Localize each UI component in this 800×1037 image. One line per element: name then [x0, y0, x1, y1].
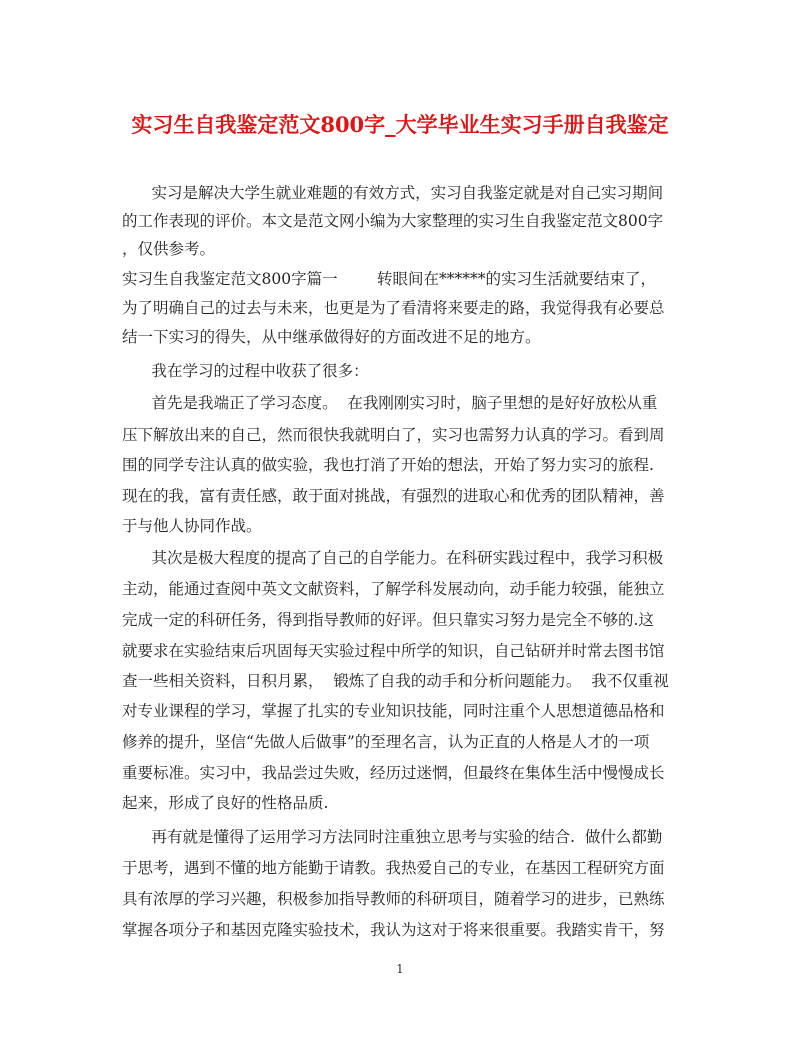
body-text-line: 主动，能通过查阅中英文文献资料，了解学科发展动向，动手能力较强，能独立 [122, 580, 665, 598]
body-text-line: 其次是极大程度的提高了自己的自学能力。在科研实践过程中，我学习积极 [122, 549, 664, 567]
body-text-line: 实习生自我鉴定范文800字篇一 转眼间在******的实习生活就要结束了， [122, 270, 657, 288]
body-text-line: 掌握各项分子和基因克隆实验技术，我认为这对于将来很重要。我踏实肯干，努 [122, 921, 665, 939]
body-text-line: 压下解放出来的自己，然而很快我就明白了，实习也需努力认真的学习。看到周 [122, 426, 665, 444]
body-text-line: 结一下实习的得失，从中继承做得好的方面改进不足的地方。 [122, 328, 541, 346]
page-number: 1 [396, 962, 404, 976]
body-text-line: 于与他人协同作战。 [122, 517, 262, 535]
body-text-line: 的工作表现的评价。本文是范文网小编为大家整理的实习生自我鉴定范文800字 [122, 212, 664, 230]
body-text-line: 完成一定的科研任务，得到指导教师的好评。但只靠实习努力是完全不够的.这 [122, 611, 654, 629]
body-text-line: 起来，形成了良好的性格品质. [122, 794, 329, 812]
body-text-line: 围的同学专注认真的做实验，我也打消了开始的想法，开始了努力实习的旅程. [122, 456, 654, 474]
body-text-line: 重要标准。实习中，我品尝过失败，经历过迷惘，但最终在集体生活中慢慢成长 [122, 764, 665, 782]
body-text-line: 具有浓厚的学习兴趣，积极参加指导教师的科研项目，随着学习的进步，已熟练 [122, 890, 665, 908]
document-title: 实习生自我鉴定范文800字_大学毕业生实习手册自我鉴定 [131, 112, 669, 137]
body-text-line: 我在学习的过程中收获了很多： [122, 362, 369, 380]
body-text-line: 为了明确自己的过去与未来，也更是为了看清将来要走的路，我觉得我有必要总 [122, 299, 665, 317]
body-text-line: 于思考，遇到不懂的地方能勤于请教。我热爱自己的专业，在基因工程研究方面 [122, 859, 665, 877]
body-text-line: 修养的提升，坚信“先做人后做事”的至理名言，认为正直的人格是人才的一项 [122, 733, 650, 751]
body-text-line: ，仅供参考。 [122, 240, 216, 258]
body-text-line: 对专业课程的学习，掌握了扎实的专业知识技能，同时注重个人思想道德品格和 [122, 702, 665, 720]
body-text-line: 就要求在实验结束后巩固每天实验过程中所学的知识，自己钻研并时常去图书馆 [122, 642, 665, 660]
body-text-line: 再有就是懂得了运用学习方法同时注重独立思考与实验的结合. 做什么都勤 [122, 828, 663, 846]
body-text-line: 首先是我端正了学习态度。 在我刚刚实习时，脑子里想的是好好放松从重 [122, 394, 658, 412]
body-text-line: 现在的我，富有责任感，敢于面对挑战，有强烈的进取心和优秀的团队精神，善 [122, 487, 665, 505]
body-text-line: 查一些相关资料，日积月累， 锻炼了自我的动手和分析问题能力。 我不仅重视 [122, 672, 669, 690]
body-text-line: 实习是解决大学生就业难题的有效方式，实习自我鉴定就是对自己实习期间 [122, 184, 664, 202]
